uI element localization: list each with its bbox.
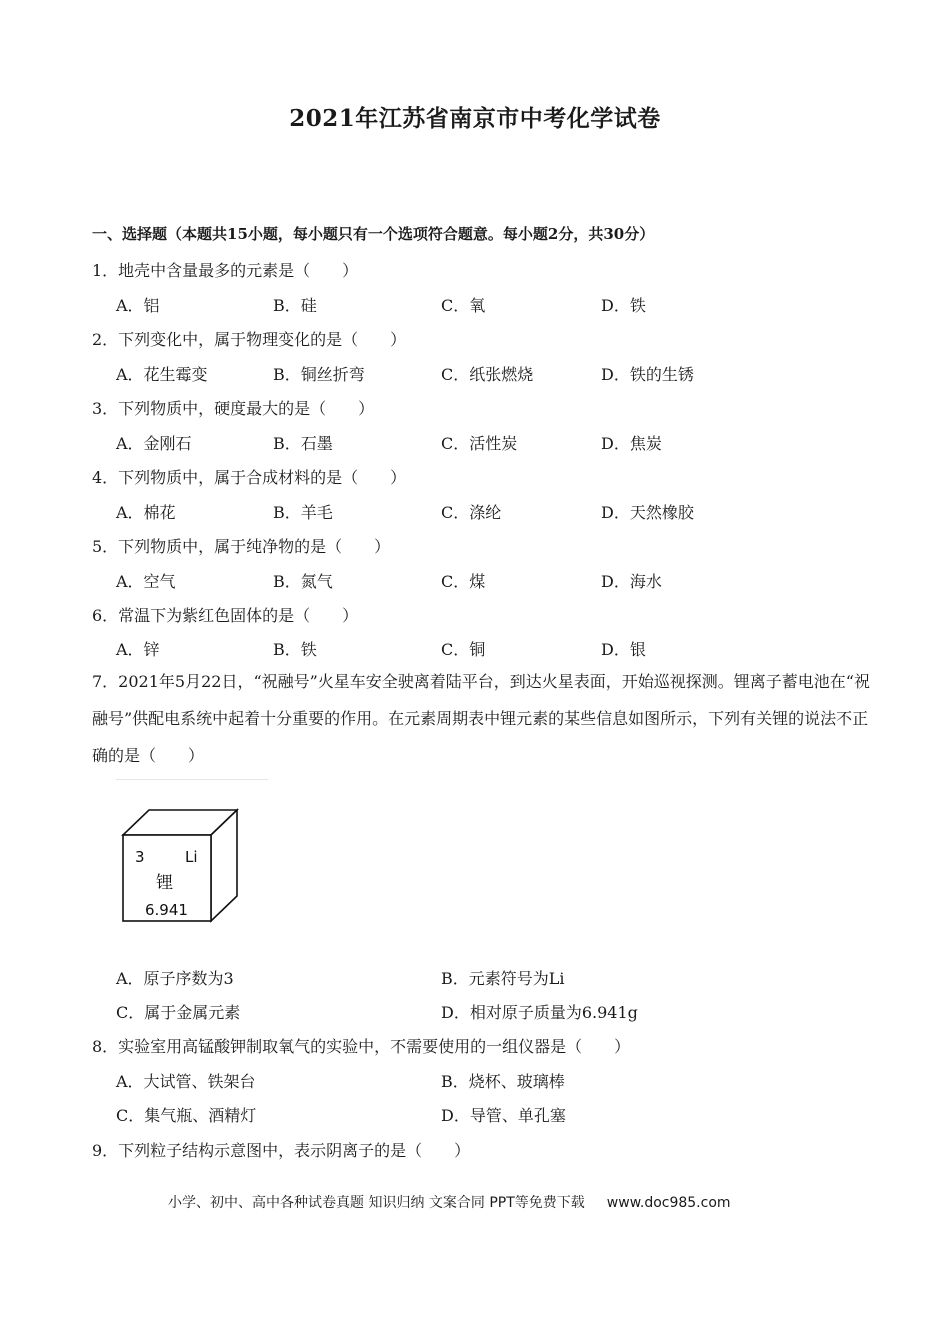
option-d: D．银 xyxy=(601,640,646,659)
option-b: B．铜丝折弯 xyxy=(273,365,365,384)
option-a: A．锌 xyxy=(116,640,160,659)
page-title: 2021年江苏省南京市中考化学试卷 xyxy=(289,105,661,132)
option-d: D．铁的生锈 xyxy=(601,365,694,384)
figure-divider xyxy=(116,779,268,780)
option-c: C．氧 xyxy=(441,296,486,315)
option-a: A．铝 xyxy=(116,296,160,315)
option-a: A．棉花 xyxy=(116,503,176,522)
option-b: B．烧杯、玻璃棒 xyxy=(441,1072,565,1091)
option-c: C．集气瓶、酒精灯 xyxy=(116,1106,257,1125)
option-d: D．导管、单孔塞 xyxy=(441,1106,566,1125)
atomic-mass: 6.941 xyxy=(145,901,188,919)
option-c: C．活性炭 xyxy=(441,434,518,453)
option-d: D．天然橡胶 xyxy=(601,503,694,522)
atomic-number: 3 xyxy=(135,848,145,866)
page-footer xyxy=(168,1192,731,1212)
question-stem: 5．下列物质中，属于纯净物的是（ ） xyxy=(92,537,391,556)
option-d: D．铁 xyxy=(601,296,646,315)
option-d: D．焦炭 xyxy=(601,434,662,453)
option-b: B．氮气 xyxy=(273,572,333,591)
question-stem: 6．常温下为紫红色固体的是（ ） xyxy=(92,606,359,625)
option-b: B．元素符号为Li xyxy=(441,969,565,988)
footer-link[interactable]: www.doc985.com xyxy=(606,1195,731,1211)
question-stem: 7．2021年5月22日，“祝融号”火星车安全驶离着陆平台，到达火星表面，开始巡视探测。锂离子蓄电池在“祝融号”供配电系统中起着十分重要的作用。在元素周期表中锂元素的某些信息如图所示，下列有关锂的说法不正确的是（ ） xyxy=(92,672,870,765)
question-stem: 3．下列物质中，硬度最大的是（ ） xyxy=(92,399,375,418)
option-b: B．硅 xyxy=(273,296,317,315)
question-stem: 8．实验室用高锰酸钾制取氧气的实验中，不需要使用的一组仪器是（ ） xyxy=(92,1037,631,1056)
option-b: B．羊毛 xyxy=(273,503,333,522)
section-heading: 一、选择题（本题共15小题，每小题只有一个选项符合题意。每小题2分，共30分） xyxy=(92,225,655,243)
element-symbol: Li xyxy=(185,848,198,866)
element-name: 锂 xyxy=(156,873,173,893)
option-c: C．煤 xyxy=(441,572,486,591)
option-c: C．涤纶 xyxy=(441,503,502,522)
question-stem: 1．地壳中含量最多的元素是（ ） xyxy=(92,261,359,280)
question-stem: 4．下列物质中，属于合成材料的是（ ） xyxy=(92,468,407,487)
option-b: B．铁 xyxy=(273,640,317,659)
option-a: A．原子序数为3 xyxy=(116,969,234,988)
option-c: C．属于金属元素 xyxy=(116,1003,241,1022)
question-stem: 2．下列变化中，属于物理变化的是（ ） xyxy=(92,330,407,349)
option-a: A．空气 xyxy=(116,572,176,591)
option-a: A．大试管、铁架台 xyxy=(116,1072,256,1091)
option-b: B．石墨 xyxy=(273,434,333,453)
option-a: A．花生霉变 xyxy=(116,365,208,384)
question-stem: 9．下列粒子结构示意图中，表示阴离子的是（ ） xyxy=(92,1141,471,1160)
option-c: C．纸张燃烧 xyxy=(441,365,534,384)
footer-text: 小学、初中、高中各种试卷真题 知识归纳 文案合同 PPT等免费下载 xyxy=(168,1195,585,1211)
lithium-element-figure xyxy=(118,805,242,925)
option-d: D．相对原子质量为6.941g xyxy=(441,1003,638,1022)
option-a: A．金刚石 xyxy=(116,434,192,453)
option-c: C．铜 xyxy=(441,640,486,659)
option-d: D．海水 xyxy=(601,572,662,591)
